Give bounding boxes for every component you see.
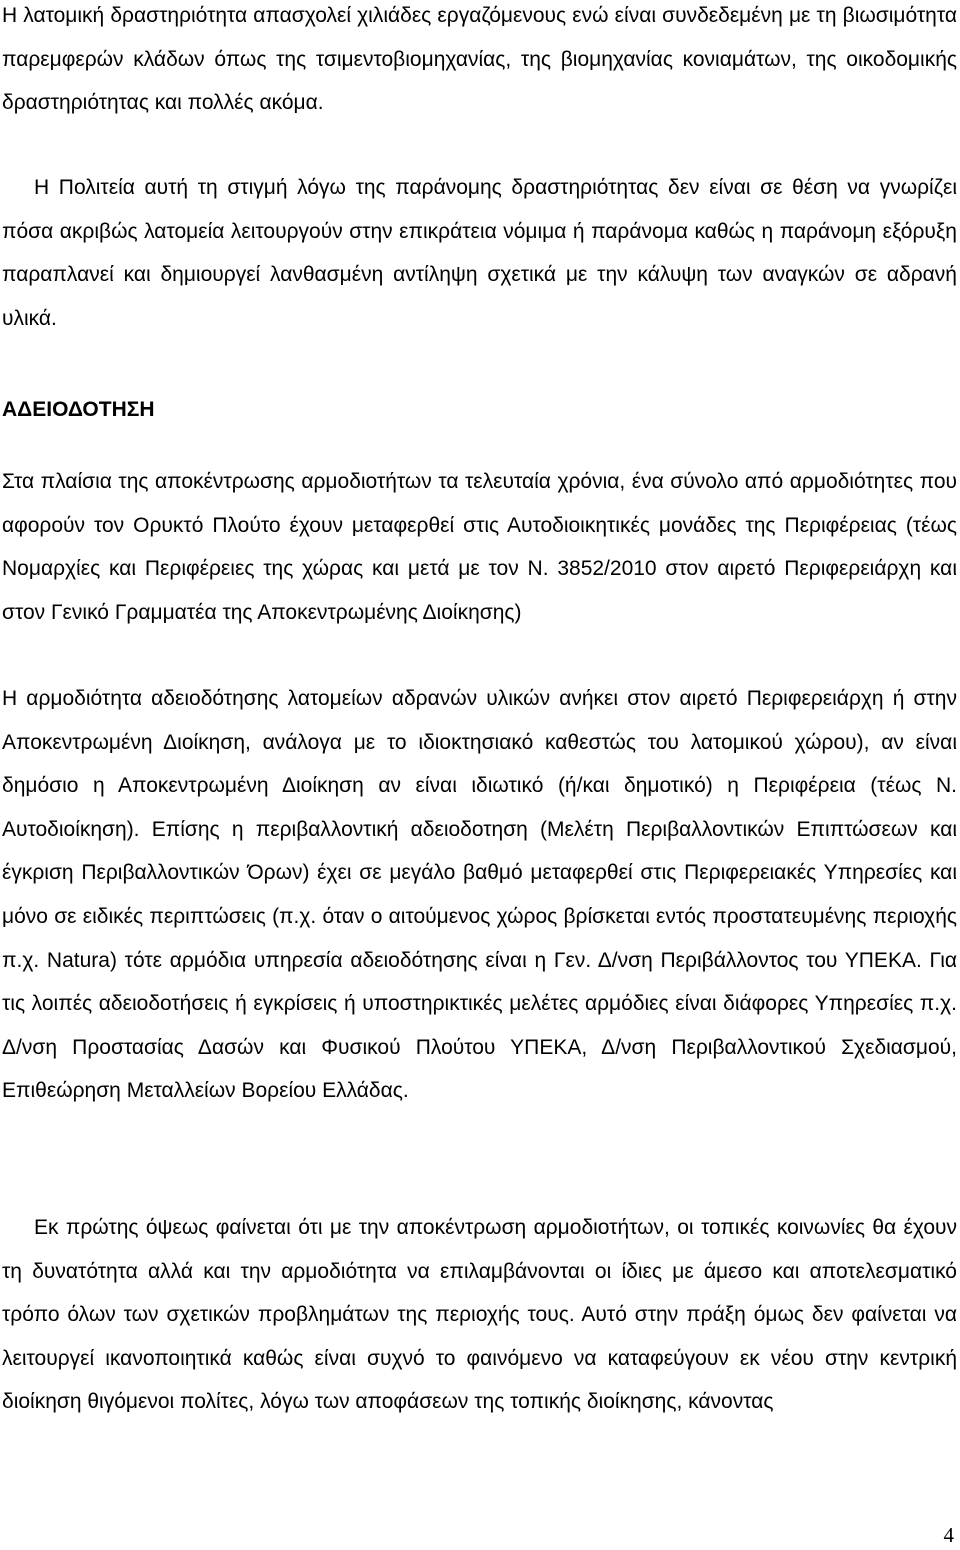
paragraph-illegal-activity: Η Πολιτεία αυτή τη στιγμή λόγω της παράνομης δραστηριότητας δεν είναι σε θέση να γνωρίζει πόσα ακριβώς λατομεία λειτουργούν στην επικράτεια νόμιμα ή παράνομα καθώς η παράνομη εξόρυξη παραπλανεί και δημιουργεί λανθασμένη αντίληψη σχετικά με την κάλυψη των αναγκών σε αδρανή υλικά. [2, 176, 957, 330]
paragraph-decentralization: Στα πλαίσια της αποκέντρωσης αρμοδιοτήτων τα τελευταία χρόνια, ένα σύνολο από αρμοδιότητες που αφορούν τον Ορυκτό Πλούτο έχουν μεταφερθεί στις Αυτοδιοικητικές μονάδες της Περιφέρειας (τέως Νομαρχίες και Περιφέρειες της χώρας και μετά με τον Ν. 3852/2010 στον αιρετό Περιφερειάρχη και στον Γενικό Γραμματέα της Αποκεντρωμένης Διοίκησης) [2, 470, 957, 624]
paragraph-quarrying-employment: Η λατομική δραστηριότητα απασχολεί χιλιάδες εργαζόμενους ενώ είναι συνδεδεμένη με τη βιωσιμότητα παρεμφερών κλάδων όπως της τσιμεντοβιομηχανίας, της βιομηχανίας κονιαμάτων, της οικοδομικής δραστηριότητας και πολλές ακόμα. [2, 4, 957, 115]
paragraph-licensing-authority: Η αρμοδιότητα αδειοδότησης λατομείων αδρανών υλικών ανήκει στον αιρετό Περιφερειάρχη ή στην Αποκεντρωμένη Διοίκηση, ανάλογα με το ιδιοκτησιακό καθεστώς του λατομικού χώρου), αν είναι δημόσιο η Αποκεντρωμένη Διοίκηση αν είναι ιδιωτικό (ή/και δημοτικό) η Περιφέρεια (τέως Ν. Αυτοδιοίκηση). Επίσης η περιβαλλοντική αδειοδοτηση (Μελέτη Περιβαλλοντικών Επιπτώσεων και έγκριση Περιβαλλοντικών Όρων) έχει σε μεγάλο βαθμό μεταφερθεί στις Περιφερειακές Υπηρεσίες και μόνο σε ειδικές περιπτώσεις (π.χ. όταν ο αιτούμενος χώρος βρίσκεται εντός προστατευμένης περιοχής π.χ. Natura) τότε αρμόδια υπηρεσία αδειοδότησης είναι η Γεν. Δ/νση Περιβάλλοντος του ΥΠΕΚΑ. Για τις λοιπές αδειοδοτήσεις ή εγκρίσεις ή υποστηρικτικές μελέτες αρμόδιες είναι διάφορες Υπηρεσίες π.χ. Δ/νση Προστασίας Δασών και Φυσικού Πλούτου ΥΠΕΚΑ, Δ/νση Περιβαλλοντικού Σχεδιασμού, Επιθεώρηση Μεταλλείων Βορείου Ελλάδας. [2, 687, 957, 1103]
paragraph-local-communities: Εκ πρώτης όψεως φαίνεται ότι με την αποκέντρωση αρμοδιοτήτων, οι τοπικές κοινωνίες θα έχουν τη δυνατότητα αλλά και την αρμοδιότητα να επιλαμβάνονται οι ίδιες με άμεσο και αποτελεσματικό τρόπο όλων των σχετικών προβλημάτων της περιοχής τους. Αυτό στην πράξη όμως δεν φαίνεται να λειτουργεί ικανοποιητικά καθώς είναι συχνό το φαινόμενο να καταφεύγουν εκ νέου στην κεντρική διοίκηση θιγόμενοι πολίτες, λόγω των αποφάσεων της τοπικής διοίκησης, κάνοντας [2, 1216, 957, 1414]
section-heading-licensing: ΑΔΕΙΟΔΟΤΗΣΗ [2, 398, 155, 421]
page-number: 4 [943, 1523, 954, 1547]
